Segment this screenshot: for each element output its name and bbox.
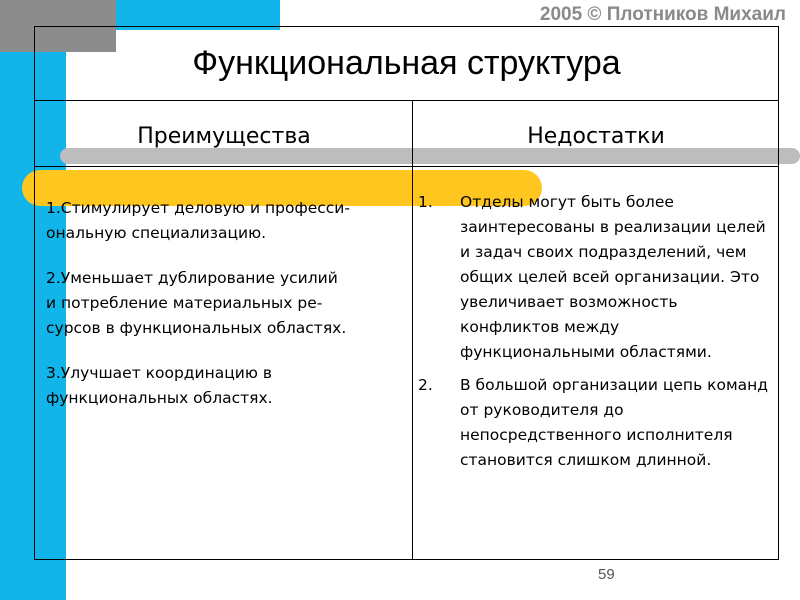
page-number: 59 xyxy=(598,566,615,583)
advantage-item: 3.Улучшает координацию в функциональных областях. xyxy=(46,364,273,407)
disadvantage-text: Отделы могут быть более заинтересованы в реализации целей и задач своих подразделений, чем общих целей всей организации. Это увеличивает возможность конфликтов между функциональными областями. xyxy=(460,193,766,361)
advantage-item: 2.Уменьшает дублирование усилий и потребление материальных ре- сурсов в функциональных областях. xyxy=(46,269,347,337)
column-header-advantages: Преимущества xyxy=(137,124,311,149)
advantage-item: 1.Стимулирует деловую и професси- ональную специализацию. xyxy=(46,199,350,242)
disadvantages-list xyxy=(418,190,776,481)
column-header-disadvantages: Недостатки xyxy=(527,124,665,149)
author-credit: 2005 © Плотников Михаил xyxy=(539,4,786,25)
column-divider xyxy=(412,100,413,560)
slide-title: Функциональная структура xyxy=(192,44,621,82)
disadvantage-item xyxy=(418,190,776,365)
advantages-list xyxy=(46,196,406,431)
disadvantage-number: 1. xyxy=(418,193,433,211)
disadvantage-number: 2. xyxy=(418,376,433,394)
disadvantage-item xyxy=(418,373,776,473)
disadvantage-text: В большой организации цепь команд от руководителя до непосредственного исполнителя становится слишком длинной. xyxy=(460,376,769,469)
title-divider xyxy=(34,100,779,101)
header-divider xyxy=(34,166,779,167)
